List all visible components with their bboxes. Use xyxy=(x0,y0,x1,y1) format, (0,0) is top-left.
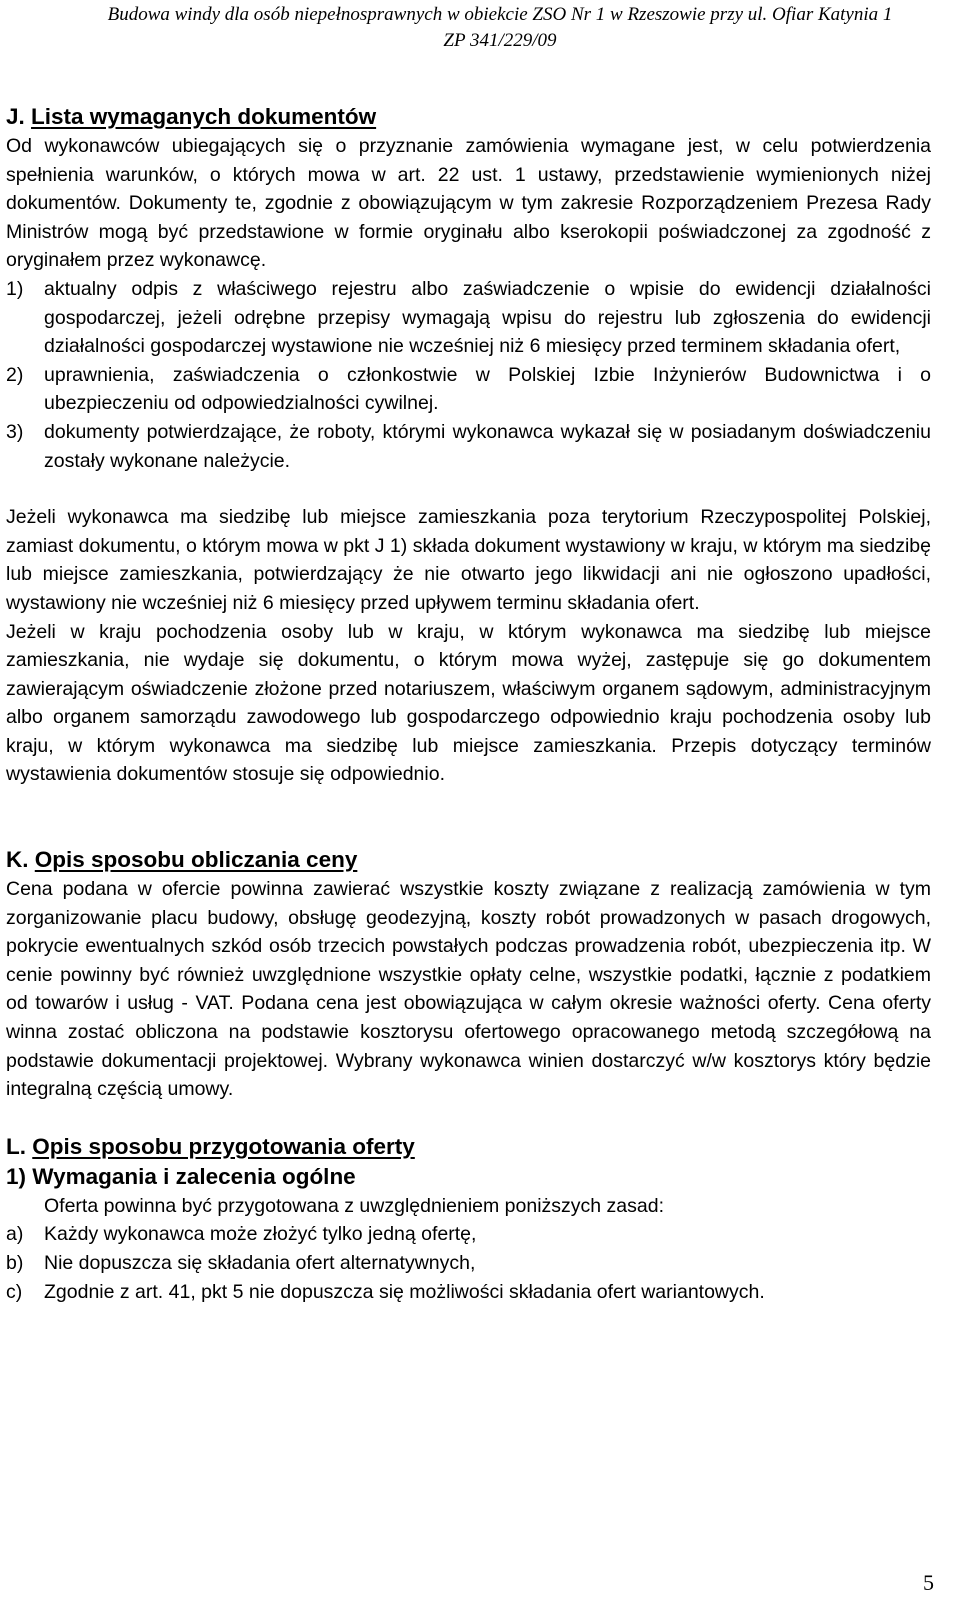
list-item xyxy=(6,361,931,418)
list-item-text: aktualny odpis z właściwego rejestru albo zaświadczenie o wpisie do ewidencji działalności gospodarczej, jeżeli odrębne przepisy wymagają wpisu do rejestru lub zgłoszenia do ewidencji działalności gospodarczej wystawione nie wcześniej niż 6 miesięcy przed terminem składania ofert, xyxy=(44,277,931,358)
section-k-letter: K. xyxy=(6,847,29,873)
header-reference: ZP 341/229/09 xyxy=(443,30,557,51)
section-j-letter: J. xyxy=(6,104,25,129)
section-k-heading xyxy=(6,845,931,875)
section-j-intro: Od wykonawców ubiegających się o przyznanie zamówienia wymagane jest, w celu potwierdzenia spełnienia warunków, o których mowa w art. 22 ust. 1 ustawy, przedstawienie wymienionych niżej dokumentów. Dokumenty te, zgodnie z obowiązującym w tym zakresie Rozporządzeniem Prezesa Rady Ministrów mogą być przedstawione w formie oryginału albo kserokopii poświadczonej za zgodność z oryginałem przez wykonawcę. xyxy=(6,135,931,272)
list-item-letter: b) xyxy=(6,1252,24,1274)
section-l-subheading: 1) Wymagania i zalecenia ogólne xyxy=(6,1163,356,1189)
running-header xyxy=(60,2,940,54)
list-item-text: Każdy wykonawca może złożyć tylko jedną ofertę, xyxy=(44,1223,477,1246)
document-body xyxy=(6,102,931,1306)
spacer xyxy=(6,1104,931,1132)
page-number: 5 xyxy=(923,1570,934,1595)
section-k-title: Opis sposobu obliczania ceny xyxy=(34,847,358,873)
list-item-number: 3) xyxy=(6,420,24,443)
section-j-title: Lista wymaganych dokumentów xyxy=(31,104,377,129)
section-l-letter: L. xyxy=(6,1133,26,1159)
list-item xyxy=(6,1278,931,1307)
list-item-number: 1) xyxy=(6,277,24,300)
list-item-letter: a) xyxy=(6,1223,24,1246)
section-j-paragraph-substitute: Jeżeli w kraju pochodzenia osoby lub w kraju, w którym wykonawca ma siedzibę lub miejsce zamieszkania, nie wydaje się dokumentu, o którym mowa wyżej, zastępuje się go dokumentem zawierającym oświadczenie złożone przed notariuszem, właściwym organem sądowym, administracyjnym albo organem samorządu zawodowego lub gospodarczego odpowiednio kraju pochodzenia osoby lub kraju, w którym wykonawca ma siedzibę lub miejsce zamieszkania. Przepis dotyczący terminów wystawienia dokumentów stosuje się odpowiednio. xyxy=(6,620,931,786)
header-title: Budowa windy dla osób niepełnosprawnych w obiekcie ZSO Nr 1 w Rzeszowie przy ul. Ofiar Katynia 1 xyxy=(107,4,893,25)
section-j-paragraph-foreign: Jeżeli wykonawca ma siedzibę lub miejsce zamieszkania poza terytorium Rzeczypospolitej Polskiej, zamiast dokumentu, o którym mowa w pkt J 1) składa dokument wystawiony w kraju, w którym ma siedzibę lub miejsce zamieszkania, potwierdzający że nie otwarto jego likwidacji ani nie ogłoszono upadłości, wystawiony nie wcześniej niż 6 miesięcy przed upływem terminu składania ofert. xyxy=(6,506,931,614)
list-item-text: Nie dopuszcza się składania ofert alternatywnych, xyxy=(44,1252,476,1274)
spacer xyxy=(6,789,931,845)
section-k-text: Cena podana w ofercie powinna zawierać wszystkie koszty związane z realizacją zamówienia w tym zorganizowanie placu budowy, obsługę geodezyjną, koszty robót prowadzonych w pasach drogowych, pokrycie ewentualnych szkód osób trzecich powstałych podczas prowadzenia robót, ubezpieczenia itp. W cenie powinny być również uwzględnione wszystkie opłaty celne, wszystkie podatki, łącznie z podatkiem od towarów i usług - VAT. Podana cena jest obowiązująca w całym okresie ważności oferty. Cena oferty winna zostać obliczona na podstawie kosztorysu ofertowego opracowanego metodą szczegółową na podstawie dokumentacji projektowej. Wybrany wykonawca winien dostarczyć w/w kosztorys który będzie integralną częścią umowy. xyxy=(6,878,931,1101)
list-item-number: 2) xyxy=(6,363,24,386)
list-item xyxy=(6,275,931,361)
list-item xyxy=(6,1220,931,1249)
list-item xyxy=(6,418,931,475)
section-l-intro: Oferta powinna być przygotowana z uwzględnieniem poniższych zasad: xyxy=(44,1194,665,1217)
list-item xyxy=(6,1249,931,1278)
list-item-text: uprawnienia, zaświadczenia o członkostwie w Polskiej Izbie Inżynierów Budownictwa i o ubezpieczeniu od odpowiedzialności cywilnej. xyxy=(44,363,931,415)
list-item-text: dokumenty potwierdzające, że roboty, którymi wykonawca wykazał się w posiadanym doświadczeniu zostały wykonane należycie. xyxy=(44,420,931,472)
section-l-list xyxy=(6,1220,931,1306)
list-item-text: Zgodnie z art. 41, pkt 5 nie dopuszcza się możliwości składania ofert wariantowych. xyxy=(44,1280,765,1303)
section-l-title: Opis sposobu przygotowania oferty xyxy=(32,1133,415,1159)
section-j-heading xyxy=(6,102,931,132)
section-l-heading xyxy=(6,1132,931,1162)
spacer xyxy=(6,475,931,503)
list-item-letter: c) xyxy=(6,1280,23,1303)
section-j-list xyxy=(6,275,931,475)
